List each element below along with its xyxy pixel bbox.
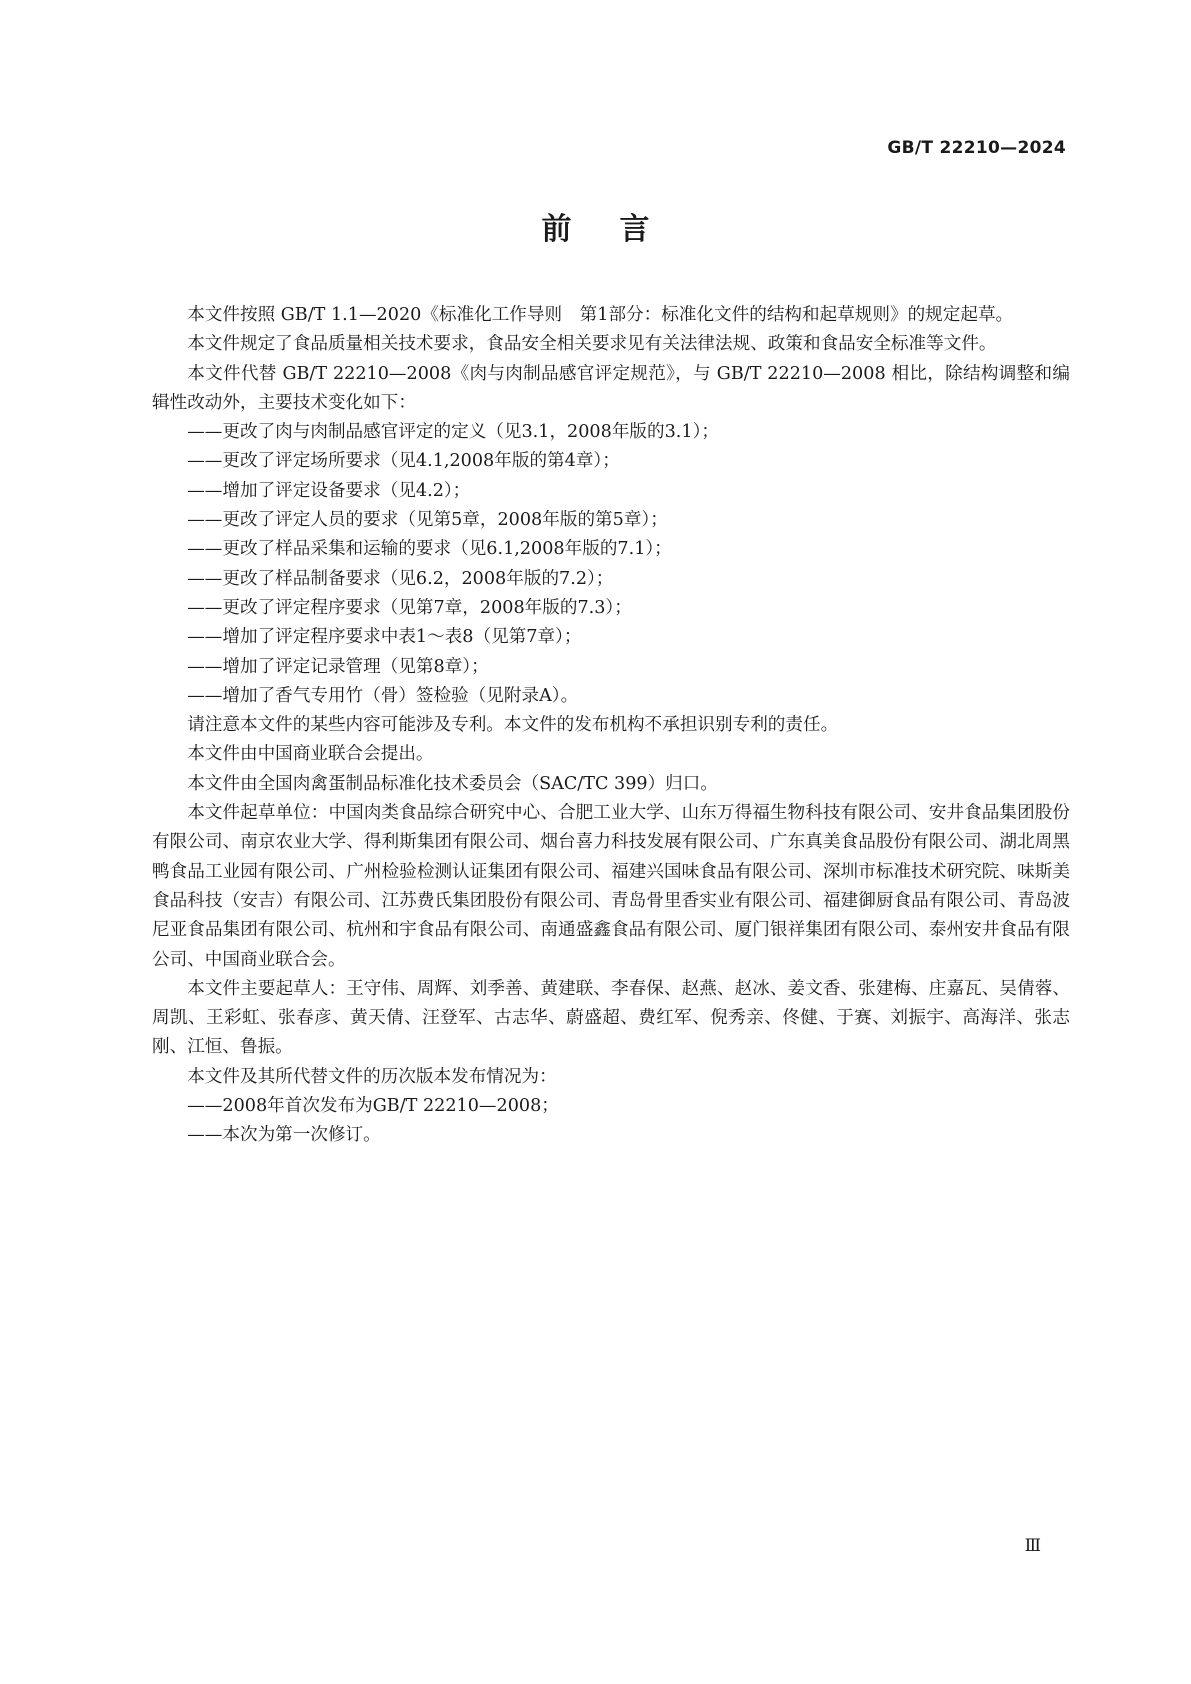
paragraph-scope-note: 本文件规定了食品质量相关技术要求，食品安全相关要求见有关法律法规、政策和食品安全标准等文件。 [187,334,997,355]
page-number: Ⅲ [1024,1536,1041,1556]
paragraph-drafting-rules: 本文件按照 GB/T 1.1—2020《标准化工作导则 第1部分：标准化文件的结构和起草规则》的规定起草。 [187,305,1014,325]
list-item: ——更改了样品采集和运输的要求（见6.1,2008年版的7.1）； [187,539,672,560]
foreword-body [152,301,1070,1151]
page-title: 前言 [541,212,698,247]
paragraph-replacement: 本文件代替 GB/T 22210—2008《肉与肉制品感官评定规范》，与 GB/T 22210—2008 相比，除结构调整和编辑性改动外，主要技术变化如下： [152,363,1070,413]
list-item: ——本次为第一次修订。 [187,1125,381,1146]
list-item: ——增加了评定记录管理（见第8章）； [187,656,489,677]
list-item: ——增加了香气专用竹（骨）签检验（见附录A）。 [187,685,579,706]
paragraph-proposer: 本文件由中国商业联合会提出。 [187,744,434,765]
changes-list [152,418,1070,711]
list-item: ——更改了评定人员的要求（见第5章，2008年版的第5章）； [187,510,668,531]
paragraph-history-intro: 本文件及其所代替文件的历次版本发布情况为： [187,1066,557,1087]
list-item: ——2008年首次发布为GB/T 22210—2008； [187,1096,559,1117]
list-item: ——更改了评定场所要求（见4.1,2008年版的第4章）； [187,451,620,472]
paragraph-patent-notice: 请注意本文件的某些内容可能涉及专利。本文件的发布机构不承担识别专利的责任。 [187,715,839,736]
list-item: ——更改了评定程序要求（见第7章，2008年版的7.3）； [187,597,632,618]
history-list [152,1092,1070,1151]
list-item: ——更改了肉与肉制品感官评定的定义（见3.1，2008年版的3.1）； [187,422,719,443]
list-item: ——增加了评定设备要求（见4.2）； [187,480,471,501]
paragraph-drafting-units: 本文件起草单位：中国肉类食品综合研究中心、合肥工业大学、山东万得福生物科技有限公司、安井食品集团股份有限公司、南京农业大学、得利斯集团有限公司、烟台喜力科技发展有限公司、广东真美食品股份有限公司、湖北周黑鸭食品工业园有限公司、广州检验检测认证集团有限公司、福建兴国味食品有限公司、深圳市标准技术研究院、味斯美食品科技（安吉）有限公司、江苏费氏集团股份有限公司、青岛骨里香实业有限公司、福建御厨食品有限公司、青岛波尼亚食品集团有限公司、杭州和宇食品有限公司、南通盛鑫食品有限公司、厦门银祥集团有限公司、泰州安井食品有限公司、中国商业联合会。 [152,803,1070,970]
list-item: ——增加了评定程序要求中表1～表8（见第7章）； [187,627,582,648]
paragraph-committee: 本文件由全国肉禽蛋制品标准化技术委员会（SAC/TC 399）归口。 [187,773,718,794]
paragraph-drafters: 本文件主要起草人：王守伟、周辉、刘季善、黄建联、李春保、赵燕、赵冰、姜文香、张建梅、庄嘉瓦、吴倩蓉、周凯、王彩虹、张春彦、黄天倩、汪登军、古志华、蔚盛超、费红军、倪秀亲、佟健、于赛、刘振宇、高海洋、张志刚、江恒、鲁振。 [152,978,1070,1058]
standard-number: GB/T 22210—2024 [887,138,1066,158]
list-item: ——更改了样品制备要求（见6.2，2008年版的7.2）； [187,568,614,589]
